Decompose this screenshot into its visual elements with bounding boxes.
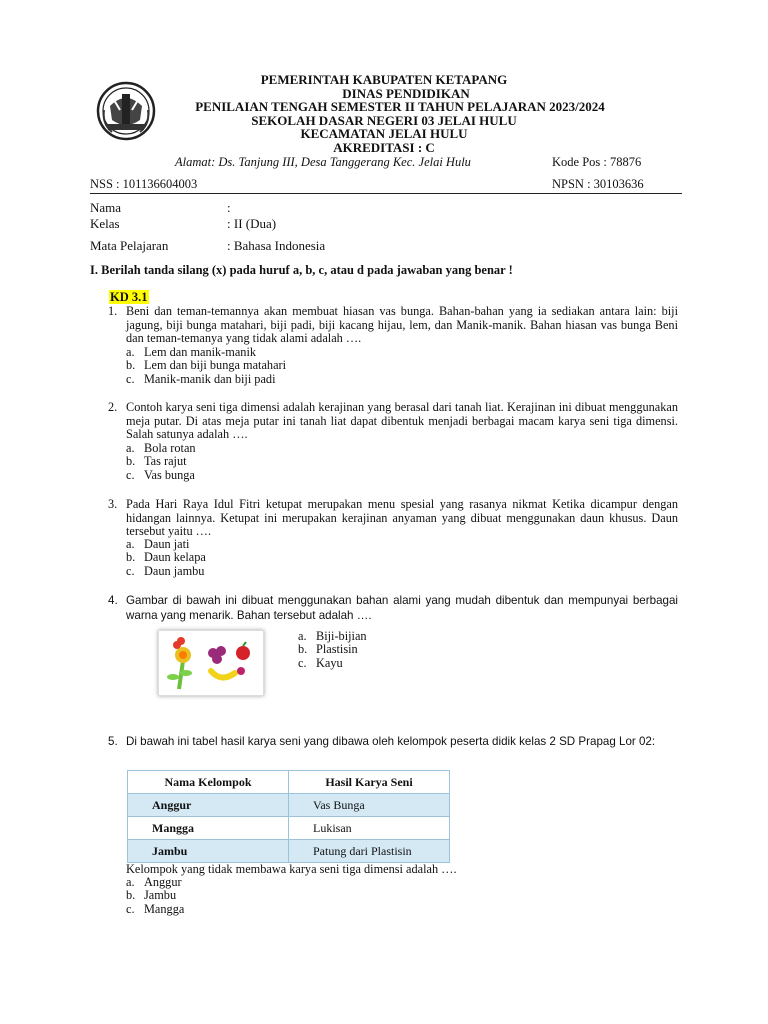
options-4 — [298, 630, 367, 670]
kd-label: KD 3.1 — [110, 290, 148, 304]
question-5-followup: Kelompok yang tidak membawa karya seni tiga dimensi adalah …. — [126, 862, 457, 876]
option[interactable]: b. Daun kelapa — [126, 550, 206, 565]
kelas-value: : II (Dua) — [227, 216, 277, 231]
npsn-number: NPSN : 30103636 — [552, 177, 644, 191]
question-number: 5. — [108, 735, 118, 748]
table-cell: Anggur — [128, 794, 289, 817]
table-row — [128, 840, 450, 863]
question-text: Contoh karya seni tiga dimensi adalah kerajinan yang berasal dari tanah liat. Kerajinan ini dibuat menggunakan meja putar. Di atas meja putar ini tanah liat dapat dibentuk menjadi berbagai macam karya seni tiga dimensi. Salah satunya adalah …. — [126, 400, 678, 441]
school-address: Alamat: Ds. Tanjung III, Desa Tanggerang Kec. Jelai Hulu — [175, 155, 471, 169]
option[interactable]: b. Plastisin — [298, 642, 358, 657]
table-cell: Patung dari Plastisin — [289, 840, 450, 863]
plasticine-picture — [158, 630, 264, 696]
table-cell: Vas Bunga — [289, 794, 450, 817]
question-number: 3. — [108, 497, 118, 511]
option[interactable]: c. Manik-manik dan biji padi — [126, 371, 276, 386]
nss-number: NSS : 101136604003 — [90, 177, 198, 191]
question-3 — [108, 498, 678, 539]
options-3 — [126, 538, 206, 578]
option[interactable]: b. Tas rajut — [126, 454, 187, 469]
table-header-row — [128, 771, 450, 794]
postal-code: Kode Pos : 78876 — [552, 155, 642, 169]
option[interactable]: a. Biji-bijian — [298, 629, 367, 643]
plasticine-shapes-icon — [159, 631, 263, 695]
header-line-2: DINAS PENDIDIKAN — [342, 86, 470, 101]
table-cell: Lukisan — [289, 817, 450, 840]
question-text: Di bawah ini tabel hasil karya seni yang dibawa oleh kelompok peserta didik kelas 2 SD Prapag Lor 02: — [126, 735, 656, 748]
header-line-5: KECAMATAN JELAI HULU — [300, 126, 468, 141]
option[interactable]: b. Lem dan biji bunga matahari — [126, 358, 287, 373]
option[interactable]: c. Vas bunga — [126, 467, 195, 482]
question-2 — [108, 401, 678, 442]
table-cell: Mangga — [128, 817, 289, 840]
question-number: 4. — [108, 594, 118, 607]
options-5 — [126, 876, 184, 916]
option[interactable]: c. Kayu — [298, 655, 343, 670]
question-text: Pada Hari Raya Idul Fitri ketupat merupakan menu spesial yang rasanya nikmat Ketika dicampur dengan hidangan lainnya. Ketupat ini merupakan kerajinan anyaman yang dibuat menggunakan daun khusus. Daun tersebut yaitu …. — [126, 497, 678, 538]
artwork-table — [127, 770, 450, 863]
header-line-1: PEMERINTAH KABUPATEN KETAPANG — [260, 72, 508, 87]
question-number: 1. — [108, 304, 118, 318]
nama-value: : — [227, 200, 231, 215]
question-4 — [108, 593, 678, 623]
option[interactable]: a. Anggur — [126, 875, 182, 889]
instruction: I. Berilah tanda silang (x) pada huruf a, b, c, atau d pada jawaban yang benar ! — [90, 263, 513, 277]
table-header: Nama Kelompok — [128, 771, 289, 794]
option[interactable]: c. Mangga — [126, 901, 185, 916]
table-header: Hasil Karya Seni — [289, 771, 450, 794]
table-cell: Jambu — [128, 840, 289, 863]
question-1 — [108, 305, 678, 346]
table-row — [128, 817, 450, 840]
option[interactable]: b. Jambu — [126, 888, 177, 903]
question-text: Beni dan teman-temannya akan membuat hiasan vas bunga. Bahan-bahan yang ia sediakan antara lain: biji jagung, biji bunga matahari, biji padi, biji kacang hijau, lem, dan Manik-manik. Bahan hiasan vas bunga Beni dan teman-temanya yang tidak alami adalah …. — [126, 304, 678, 345]
table-row — [128, 794, 450, 817]
header-line-6: AKREDITASI : C — [333, 140, 435, 155]
header-line-3: PENILAIAN TENGAH SEMESTER II TAHUN PELAJARAN 2023/2024 — [195, 99, 605, 114]
option[interactable]: a. Lem dan manik-manik — [126, 345, 257, 359]
options-1 — [126, 346, 286, 386]
question-number: 2. — [108, 400, 118, 414]
question-5 — [108, 734, 678, 749]
option[interactable]: c. Daun jambu — [126, 563, 205, 578]
nama-label: Nama — [90, 200, 122, 215]
mapel-value: : Bahasa Indonesia — [227, 238, 326, 253]
kelas-label: Kelas — [90, 216, 120, 231]
options-2 — [126, 442, 196, 482]
header-line-4: SEKOLAH DASAR NEGERI 03 JELAI HULU — [251, 113, 517, 128]
option[interactable]: a. Bola rotan — [126, 441, 196, 455]
header-divider — [90, 193, 682, 194]
question-text: Gambar di bawah ini dibuat menggunakan bahan alami yang mudah dibentuk dan mempunyai berbagai warna yang menarik. Bahan tersebut adalah …. — [126, 594, 678, 622]
option[interactable]: a. Daun jati — [126, 537, 190, 551]
mapel-label: Mata Pelajaran — [90, 238, 169, 253]
